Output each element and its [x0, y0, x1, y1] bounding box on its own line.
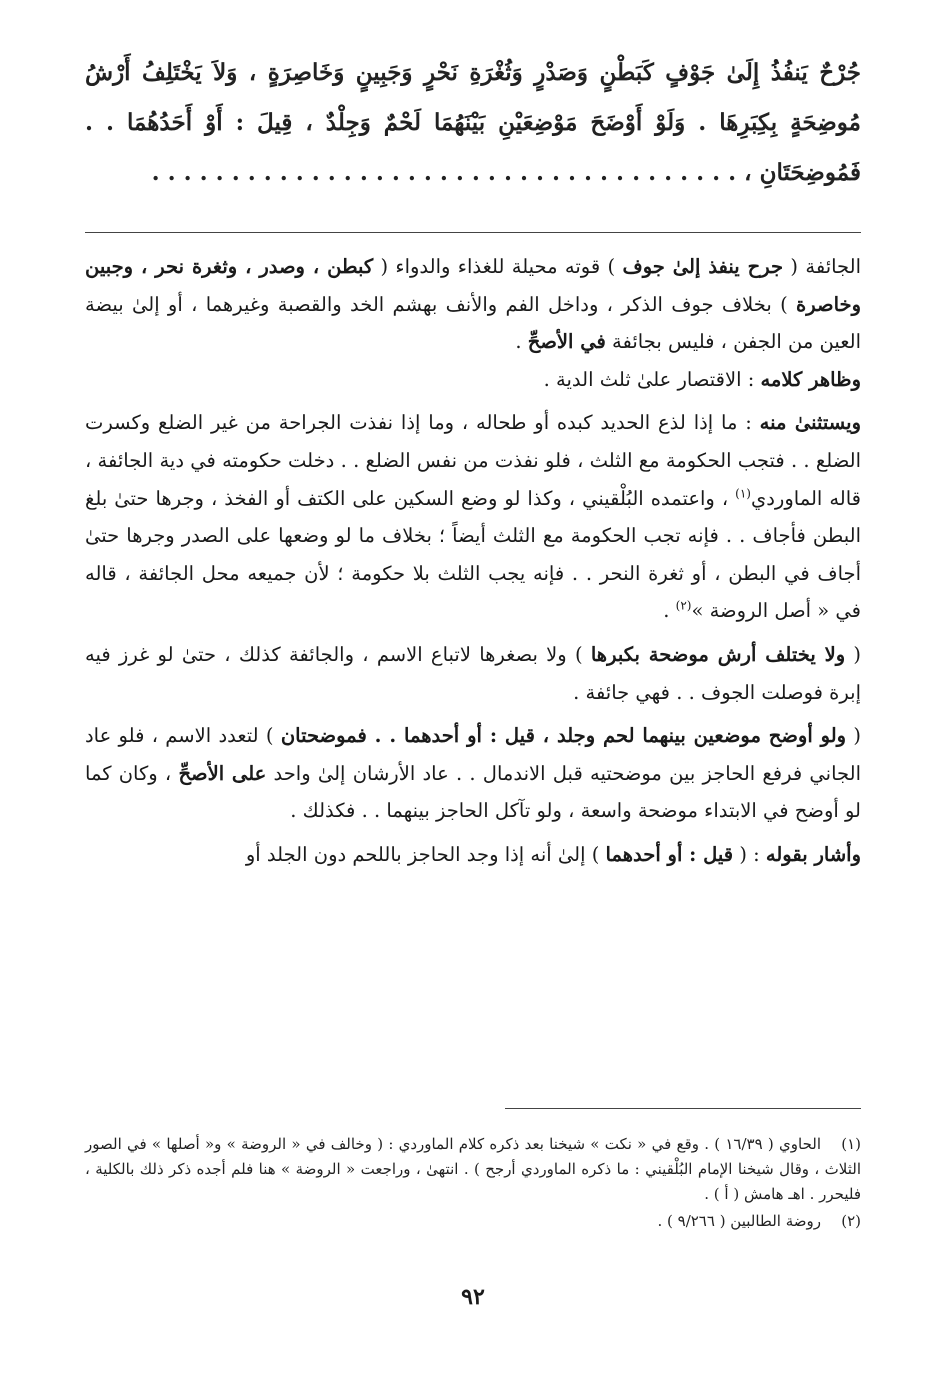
text: : الاقتصار علىٰ ثلث الدية .: [543, 367, 761, 391]
quoted-matn: في الأصحِّ: [527, 330, 606, 354]
text: : (: [733, 842, 766, 866]
footnote-ref-1[interactable]: (١): [735, 486, 751, 501]
matn-text: جُرْحٌ يَنفُذُ إِلَىٰ جَوْفٍ كَبَطْنٍ وَصَدْرٍ وَثُغْرَةِ نَحْرٍ وَجَبِينٍ وَخَاصِرَةٍ ، وَلاَ يَخْتَلِفُ أَرْشُ مُوضِحَةٍ بِكِبَرِهَا . وَلَوْ أَوْضَحَ مَوْضِعَيْنِ بَيْنَهُمَا لَحْمٌ وَجِلْدٌ ، قِيلَ : أَوْ أَحَدُهُمَا . . فَمُوضِحَتَانِ ، . . . . . . . . . . . . . . . . . . . . . . . . . . . . . . . . . . . . .: [85, 59, 861, 186]
commentary-paragraph-3: [85, 404, 861, 630]
text: ) ولا بصغرها لاتباع الاسم ، والجائفة كذلك ، حتىٰ لو غرز فيه إبرة فوصلت الجوف . . فهي جائفة .: [85, 642, 861, 704]
footnotes: [85, 1132, 861, 1236]
text: (: [845, 642, 862, 666]
text: : ما إذا لذع الحديد كبده أو طحاله ، وما إذا نفذت الجراحة من غير الضلع وكسرت الضلع . . فتجب الحكومة مع الثلث ، فلو نفذت من نفس الضلع . . دخلت حكومته في دية الجائفة ، قاله الماوردي: [85, 411, 861, 510]
footnote-text: الحاوي ( ١٦/٣٩ ) . وقع في « نكت » شيخنا بعد ذكره كلام الماوردي : ( وخالف في « الروضة » و« أصلها » في الصور الثلاث ، وقال شيخنا الإمام البُلْقيني : ما ذكره الماوردي أرجح ) . انتهىٰ ، وراجعت « الروضة » هنا فلم أجده ذكر ذلك بالكلية ، فليحرر . اهـ هامش ( أ ) .: [85, 1135, 861, 1203]
text: ، واعتمده البُلْقيني ، وكذا لو وضع السكين على الكتف أو الفخذ ، وجرها حتىٰ بلغ البطن فأجاف . . فإنه تجب الحكومة مع الثلث أيضاً ؛ بخلاف ما لو وضعها على الصدر وجرها حتىٰ أجاف في البطن ، أو ثغرة النحر . . فإنه يجب الثلث بلا حكومة ؛ لأن جميعه محل الجائفة ، قاله في « أصل الروضة »: [85, 486, 861, 623]
commentary-paragraph-2: [85, 361, 861, 399]
quoted-matn: جرح ينفذ إلىٰ جوف: [622, 255, 784, 278]
text: ) لتعدد الاسم ، فلو عاد الجاني فرفع الحاجز بين موضحتيه قبل الاندمال . . عاد الأرشان إلىٰ واحد: [85, 724, 861, 785]
commentary-paragraph-1: [85, 248, 861, 361]
footnote-number: (٢): [841, 1212, 861, 1230]
text: .: [663, 599, 676, 623]
footnote-1: [85, 1132, 861, 1207]
footnote-2: [85, 1209, 861, 1234]
matn-separator: [85, 232, 861, 233]
quoted-matn: قيل : أو أحدهما: [605, 842, 734, 866]
quoted-matn: ولا يختلف أرش موضحة بكبرها: [590, 642, 846, 666]
quoted-matn: كبطن ، وصدر ، وثغرة نحر ، وجبين وخاصرة: [85, 255, 861, 316]
quoted-matn: ولو أوضح موضعين بينهما لحم وجلد ، قيل : أو أحدهما . . فموضحتان: [280, 724, 847, 748]
quoted-matn: على الأصحِّ: [178, 761, 267, 785]
footnote-text: روضة الطالبين ( ٩/٢٦٦ ) .: [657, 1212, 821, 1230]
commentary-paragraph-6: [85, 836, 861, 874]
text: ) قوته محيلة للغذاء والدواء (: [373, 255, 623, 278]
commentary-paragraph-4: [85, 636, 861, 711]
commentary-paragraph-5: [85, 717, 861, 830]
text: ، وكان كما لو أوضح في الابتداء موضحة واسعة ، ولو تآكل الحاجز بينهما . . فكذلك .: [85, 761, 861, 823]
page-number: ٩٢: [461, 1284, 485, 1310]
text: الجائفة (: [783, 255, 862, 278]
lead-phrase: وأشار بقوله: [765, 842, 861, 866]
text: .: [515, 330, 528, 354]
text: ) بخلاف جوف الذكر ، وداخل الفم والأنف بهشم الخد والقصبة وغيرهما ، أو إلىٰ بيضة العين من الجفن ، فليس بجائفة: [85, 292, 861, 354]
footnote-separator: [505, 1108, 861, 1109]
lead-phrase: ويستثنىٰ منه: [759, 411, 861, 435]
lead-phrase: وظاهر كلامه: [760, 367, 861, 391]
commentary: [85, 248, 861, 874]
footnote-number: (١): [841, 1135, 861, 1153]
footnote-ref-2[interactable]: (٢): [675, 598, 692, 613]
page: [85, 48, 861, 1348]
text: (: [846, 724, 861, 748]
text: ) إلىٰ أنه إذا وجد الحاجز باللحم دون الجلد أو: [245, 842, 606, 866]
